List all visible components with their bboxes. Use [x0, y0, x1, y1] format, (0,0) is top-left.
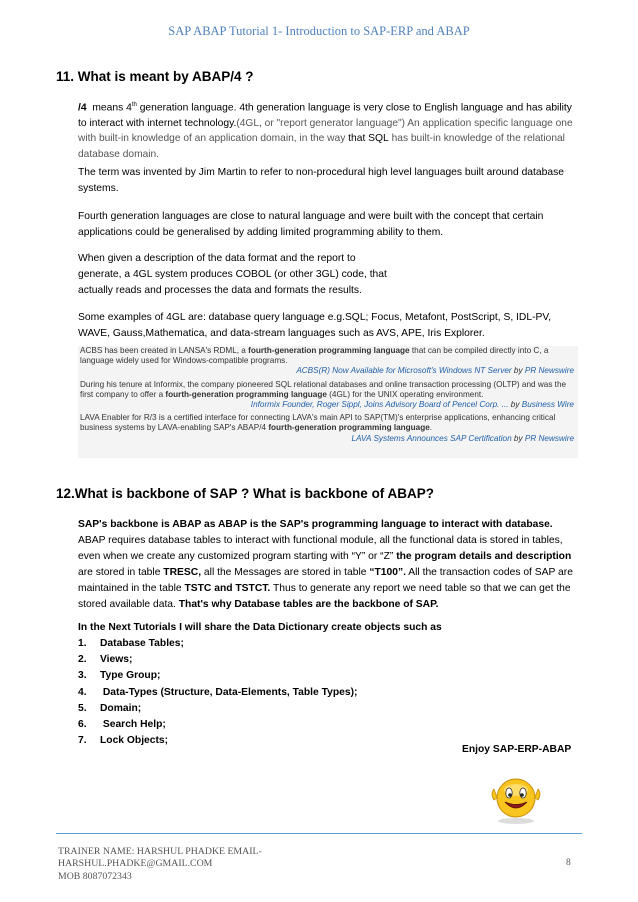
quote-3-by: by	[511, 433, 525, 443]
backbone-t1: ABAP requires database tables to interact with functional module, all the functional data is stored in tables, even when we create any customized program starting with “Y” or “Z”	[78, 535, 563, 562]
heading-12: 12.What is backbone of SAP ? What is backbone of ABAP?	[56, 486, 435, 501]
quote-3	[78, 413, 578, 433]
p4-line2: generate, a 4GL system produces COBOL (or other 3GL) code, that	[78, 269, 387, 280]
p1-b: generation language. 4th generation language is very close to English language and has ability to interact with internet technology.	[78, 102, 572, 129]
p1-gray-b: has built-in knowledge of the relational database domain.	[78, 133, 565, 160]
backbone-b5: That's why Database tables are the backbone of SAP.	[178, 599, 439, 610]
list-label: Search Help;	[100, 719, 166, 731]
footer-line2: HARSHUL.PHADKE@GMAIL.COM	[58, 858, 213, 870]
dd-objects-list	[78, 636, 357, 749]
quote-2	[78, 380, 578, 400]
smiley-icon	[486, 774, 546, 824]
page-header: SAP ABAP Tutorial 1- Introduction to SAP-ERP and ABAP	[168, 24, 470, 38]
footer-line1: TRAINER NAME: HARSHUL PHADKE EMAIL-	[58, 846, 262, 857]
quote-3-source	[78, 434, 578, 444]
list-item	[78, 717, 357, 733]
list-item	[78, 733, 357, 749]
list-label: Type Group;	[100, 670, 161, 682]
list-num: 3.	[78, 670, 87, 682]
quote-1-text-a: ACBS has been created in LANSA's RDML, a	[80, 346, 249, 355]
list-item	[78, 652, 357, 668]
footer-trainer	[58, 846, 262, 883]
quote-box	[78, 346, 578, 458]
p4-line3: actually reads and processes the data and formats the results.	[78, 285, 362, 296]
p1-gray-a: (4GL, or "report generator language") An application specific language one with built-in knowledge of an application domain, in the way	[78, 117, 573, 145]
p1-sup: th	[131, 102, 137, 108]
list-label: Lock Objects;	[100, 735, 169, 747]
p1-a: means 4	[92, 102, 132, 114]
quote-2-publisher-link[interactable]: Business Wire	[521, 400, 574, 410]
quote-1-source	[78, 366, 578, 376]
quote-2-bold: fourth-generation programming language	[165, 389, 327, 399]
backbone-lead: SAP's backbone is ABAP as ABAP is the SAP's programming language to interact with database.	[78, 519, 553, 530]
quote-3-source-link[interactable]: LAVA Systems Announces SAP Certification	[351, 433, 512, 443]
paragraph-abap4	[78, 98, 578, 162]
list-item	[78, 701, 357, 717]
p1-sql: that SQL	[348, 133, 389, 145]
quote-3-bold: fourth-generation programming language	[268, 423, 430, 433]
paragraph-term: The term was invented by Jim Martin to refer to non-procedural high level languages built around database systems.	[78, 167, 564, 194]
quote-3-text-b: .	[429, 423, 433, 433]
quote-2-source-link[interactable]: Informix Founder, Roger Sippl, Joins Advisory Board of Pencel Corp. ...	[250, 400, 509, 410]
quote-1-publisher-link[interactable]: PR Newswire	[524, 366, 574, 376]
list-num: 4.	[78, 686, 87, 698]
paragraph-4gl-system	[78, 251, 578, 299]
backbone-b1: the program details and description	[396, 551, 572, 562]
quote-2-text-a: During his tenure at Informix, the company pioneered SQL relational databases and online transaction processing (OLTP) and was the first company to offer a	[80, 379, 567, 399]
p1-bold: /4	[78, 102, 87, 114]
paragraph-backbone	[78, 517, 578, 613]
footer-divider	[56, 833, 582, 834]
quote-2-by: by	[508, 400, 522, 410]
backbone-b3: “T100”.	[369, 567, 406, 578]
quote-2-text-b: (4GL) for the UNIX operating environment.	[326, 389, 484, 399]
list-num: 6.	[78, 719, 87, 731]
footer-line3: MOB 8087072343	[58, 870, 132, 882]
list-item	[78, 668, 357, 684]
quote-1-bold: fourth-generation programming language	[248, 346, 410, 355]
backbone-t4: All the transaction codes of SAP are maintained in the table	[78, 567, 573, 594]
backbone-b2: TRESC,	[163, 567, 202, 578]
list-num: 2.	[78, 654, 87, 666]
quote-3-text-a: LAVA Enabler for R/3 is a certified interface for connecting LAVA's main API to SAP(TM)'s enterprise applications, enhancing critical business systems by LAVA-enabling SAP's ABAP/4	[80, 413, 556, 433]
list-item	[78, 685, 357, 701]
list-label: Data-Types (Structure, Data-Elements, Table Types);	[100, 686, 358, 698]
quote-1	[78, 346, 578, 366]
list-num: 1.	[78, 638, 87, 649]
list-label: Views;	[100, 654, 133, 666]
p4-line1: When given a description of the data format and the report to	[78, 253, 356, 264]
backbone-t5: Thus to generate any report we need table so that we can get the stored available data.	[78, 583, 571, 610]
paragraph-fourth-gen: Fourth generation languages are close to natural language and were built with the concept that certain applications could be generalised by adding limited programming ability to them.	[78, 211, 544, 238]
list-label: Domain;	[100, 702, 142, 714]
list-label: Database Tables;	[100, 638, 184, 649]
list-num: 7.	[78, 735, 87, 747]
backbone-b4: TSTC and TSTCT.	[184, 583, 271, 594]
quote-2-source	[78, 400, 578, 410]
backbone-t3: all the Messages are stored in table	[201, 567, 370, 578]
quote-1-by: by	[511, 366, 525, 376]
paragraph-examples: Some examples of 4GL are: database query language e.g.SQL; Focus, Metafont, PostScript, S, IDL-PV, WAVE, Gauss,Mathematica, and data-stream languages such as AVS, APE, Iris Explorer.	[78, 312, 552, 339]
next-tutorials: In the Next Tutorials I will share the Data Dictionary create objects such as	[78, 622, 442, 633]
list-num: 5.	[78, 702, 87, 714]
quote-1-text-b: that can be compiled directly into C, a language widely used for Windows-compatible programs.	[80, 346, 549, 366]
quote-3-publisher-link[interactable]: PR Newswire	[524, 433, 574, 443]
list-item	[78, 636, 357, 652]
heading-11: 11. What is meant by ABAP/4 ?	[56, 69, 254, 84]
page-number: 8	[566, 858, 571, 868]
enjoy-text: Enjoy SAP-ERP-ABAP	[462, 744, 572, 755]
backbone-t2: are stored in table	[78, 567, 164, 578]
quote-1-source-link[interactable]: ACBS(R) Now Available for Microsoft's Windows NT Server	[296, 366, 512, 376]
